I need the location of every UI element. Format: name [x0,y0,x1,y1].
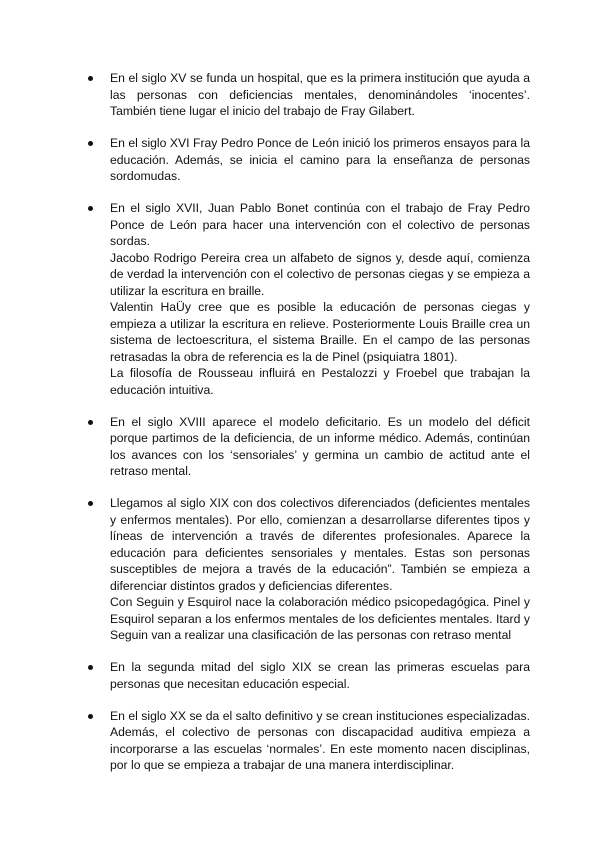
bullet-dot-icon [88,501,93,506]
paragraph: En el siglo XVII, Juan Pablo Bonet continúa con el trabajo de Fray Pedro Ponce de León para hacer una intervención con el colectivo de personas sordas. [110,201,530,248]
bullet-item-siglo-xv [0,70,600,120]
bullet-item-siglo-xviii [0,414,600,480]
bullet-dot-icon [88,714,93,719]
paragraph: En el siglo XVIII aparece el modelo deficitario. Es un modelo del déficit porque partimos de la deficiencia, de un informe médico. Además, continúan los avances con los ‘sensoriales’ y germina un cambio de actitud ante el retraso mental. [110,414,530,478]
bullet-dot-icon [88,141,93,146]
bullet-dot-icon [88,420,93,425]
bullet-item-siglo-xvi [0,135,600,185]
bullet-dot-icon [88,206,93,211]
bullet-dot-icon [88,665,93,670]
paragraph: Llegamos al siglo XIX con dos colectivos diferenciados (deficientes mentales y enfermos mentales). Por ello, comienzan a desarrollarse diferentes tipos y líneas de intervención a través de diferentes profesionales. Aparece la educación para deficientes sensoriales y mentales. Estas son personas susceptibles de mejora a través de la educación”. También se empieza a diferenciar distintos grados y deficiencias diferentes. [110,496,530,593]
paragraph: En la segunda mitad del siglo XIX se crean las primeras escuelas para personas que necesitan educación especial. [110,660,530,691]
bullet-item-siglo-xix [0,495,600,644]
bullet-item-siglo-xx [0,708,600,774]
bullet-item-segunda-mitad-xix [0,659,600,692]
bullet-dot-icon [88,76,93,81]
paragraph: En el siglo XV se funda un hospital, que es la primera institución que ayuda a las personas con deficiencias mentales, denominándoles ‘inocentes’. También tiene lugar el inicio del trabajo de Fray Gilabert. [110,71,530,118]
paragraph: En el siglo XVI Fray Pedro Ponce de León inició los primeros ensayos para la educación. Además, se inicia el camino para la enseñanza de personas sordomudas. [110,136,530,183]
paragraph: Con Seguin y Esquirol nace la colaboración médico psicopedagógica. Pinel y Esquirol separan a los enfermos mentales de los deficientes mentales. Itard y Seguin van a realizar una clasificación de las personas con retraso mental [110,595,530,642]
paragraph: Valentin HaÜy cree que es posible la educación de personas ciegas y empieza a utilizar la escritura en relieve. Posteriormente Louis Braille crea un sistema de lectoescritura, el sistema Braille. En el campo de las personas retrasadas la obra de referencia es la de Pinel (psiquiatra 1801). [110,300,530,364]
bullet-list [0,70,600,789]
paragraph: Jacobo Rodrigo Pereira crea un alfabeto de signos y, desde aquí, comienza de verdad la intervención con el colectivo de personas ciegas y se empieza a utilizar la escritura en braille. [110,250,530,298]
bullet-item-siglo-xvii [0,200,600,398]
paragraph: En el siglo XX se da el salto definitivo y se crean instituciones especializadas. Además, el colectivo de personas con discapacidad auditiva empieza a incorporarse a las escuelas ‘normales’. En este momento nacen disciplinas, por lo que se empieza a trabajar de una manera interdisciplinar. [110,708,530,772]
paragraph: La filosofía de Rousseau influirá en Pestalozzi y Froebel que trabajan la educación intuitiva. [110,366,530,397]
